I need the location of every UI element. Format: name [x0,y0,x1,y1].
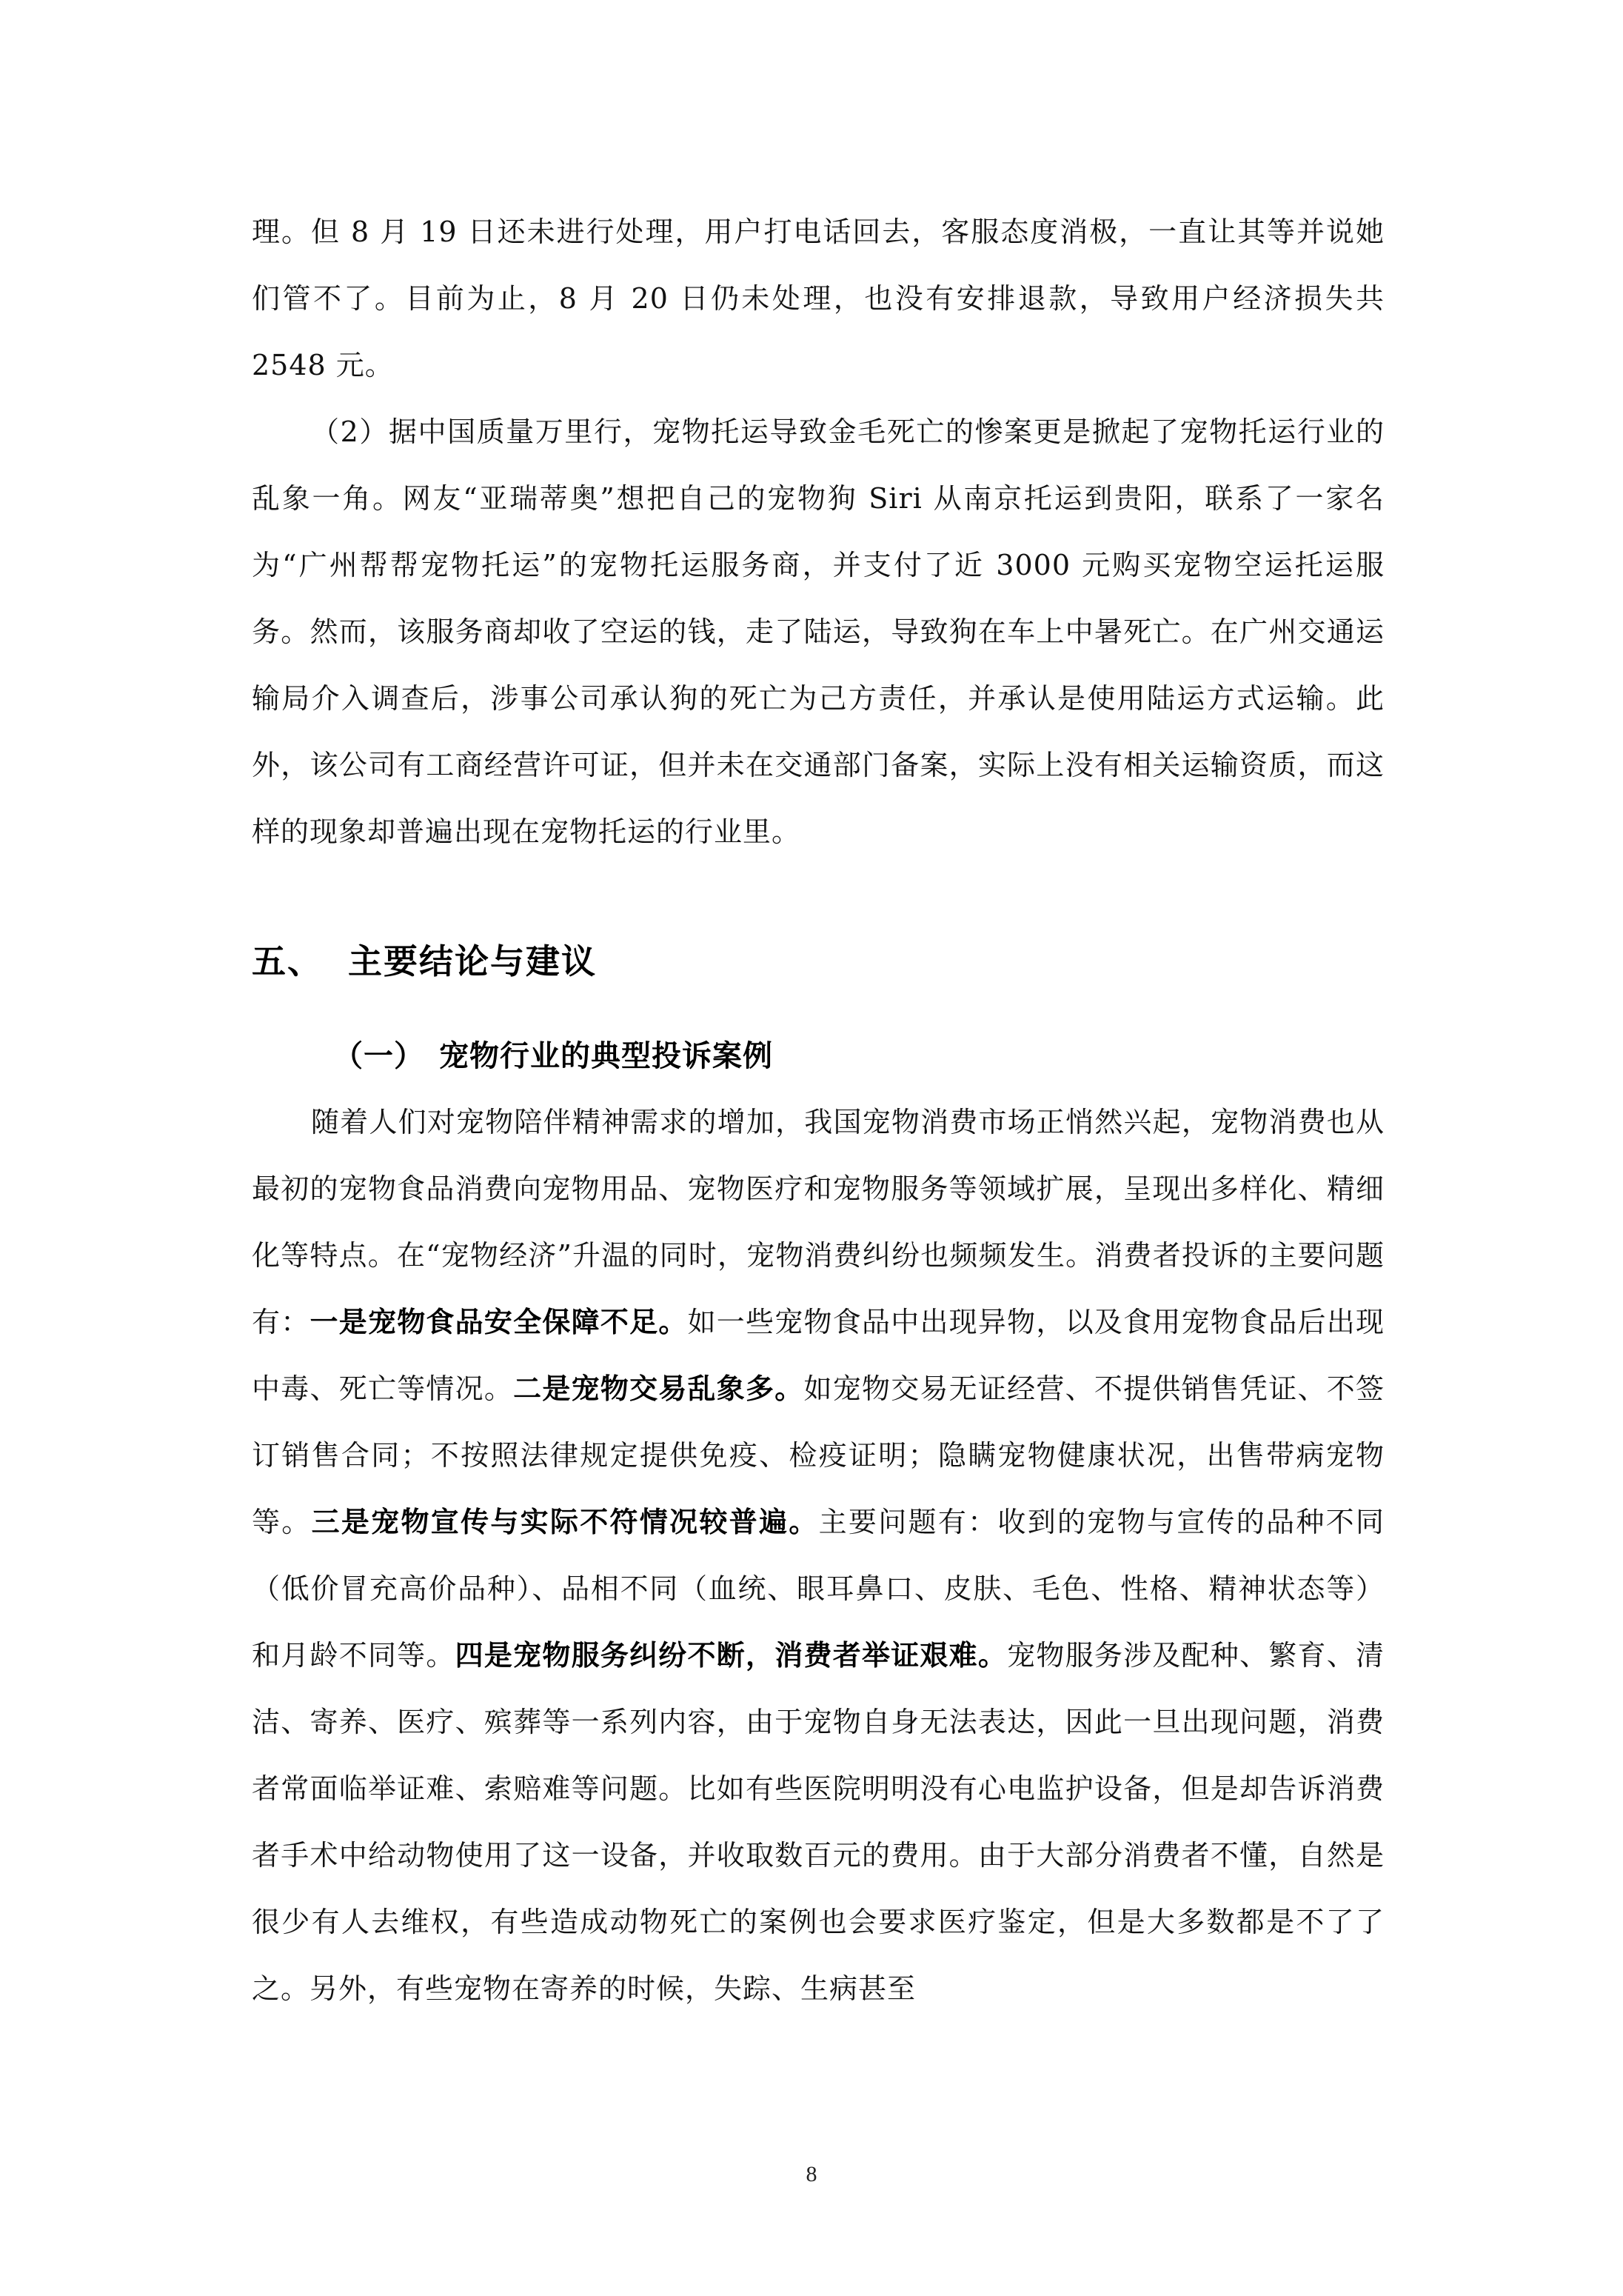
paragraph-complaints [252,1089,1385,2022]
key-point-2: 二是宠物交易乱象多。 [513,1372,804,1405]
page-content [252,198,1385,2022]
subsection-number: （一） [333,1039,424,1073]
section-number: 五、 [252,941,323,981]
key-point-1: 一是宠物食品安全保障不足。 [309,1306,688,1338]
paragraph-text: 理。但 8 月 19 日还未进行处理，用户打电话回去，客服态度消极，一直让其等并说她们管不了。目前为止，8 月 20 日仍未处理，也没有安排退款，导致用户经济损失共 2548 元。 [252,216,1385,381]
paragraph-text: 如一些宠物食品中出现异物，以及食用宠物食品后出现中毒、死亡等情况。 [252,1306,1385,1405]
paragraph-text: 主要问题有：收到的宠物与宣传的品种不同（低价冒充高价品种）、品相不同（血统、眼耳鼻口、皮肤、毛色、性格、精神状态等）和月龄不同等。 [252,1506,1385,1672]
page-number: 8 [806,2162,817,2186]
key-point-3: 三是宠物宣传与实际不符情况较普遍。 [311,1506,819,1538]
paragraph-text: （2）据中国质量万里行，宠物托运导致金毛死亡的惨案更是掀起了宠物托运行业的乱象一角。网友“亚瑞蒂奥”想把自己的宠物狗 Siri 从南京托运到贵阳，联系了一家名为“广州帮帮宠物托运”的宠物托运服务商，并支付了近 3000 元购买宠物空运托运服务。然而，该服务商却收了空运的钱，走了陆运，导致狗在车上中暑死亡。在广州交通运输局介入调查后，涉事公司承认狗的死亡为己方责任，并承认是使用陆运方式运输。此外，该公司有工商经营许可证，但并未在交通部门备案，实际上没有相关运输资质，而这样的现象却普遍出现在宠物托运的行业里。 [252,416,1385,848]
section-heading [252,932,1385,991]
paragraph-text: 随着人们对宠物陪伴精神需求的增加，我国宠物消费市场正悄然兴起，宠物消费也从最初的宠物食品消费向宠物用品、宠物医疗和宠物服务等领域扩展，呈现出多样化、精细化等特点。在“宠物经济”升温的同时，宠物消费纠纷也频频发生。消费者投诉的主要问题有： [252,1106,1385,1338]
paragraph-continued-case [252,198,1385,398]
paragraph-text: 如宠物交易无证经营、不提供销售凭证、不签订销售合同；不按照法律规定提供免疫、检疫证明；隐瞒宠物健康状况，出售带病宠物等。 [252,1372,1385,1538]
key-point-4: 四是宠物服务纠纷不断，消费者举证艰难。 [455,1639,1008,1672]
paragraph-case-2 [252,398,1385,865]
subsection-heading [252,1024,1385,1089]
subsection-title: 宠物行业的典型投诉案例 [439,1039,773,1073]
paragraph-text: 宠物服务涉及配种、繁育、清洁、寄养、医疗、殡葬等一系列内容，由于宠物自身无法表达，因此一旦出现问题，消费者常面临举证难、索赔难等问题。比如有些医院明明没有心电监护设备，但是却告诉消费者手术中给动物使用了这一设备，并收取数百元的费用。由于大部分消费者不懂，自然是很少有人去维权，有些造成动物死亡的案例也会要求医疗鉴定，但是大多数都是不了了之。另外，有些宠物在寄养的时候，失踪、生病甚至 [252,1639,1385,2005]
section-title: 主要结论与建议 [348,941,597,981]
